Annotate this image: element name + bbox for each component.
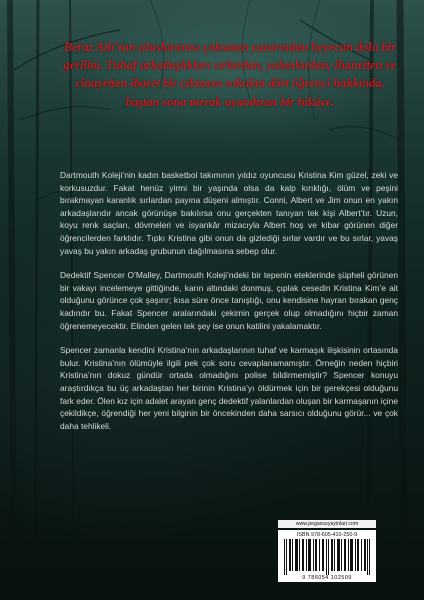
synopsis bbox=[60, 169, 398, 444]
barcode-digits: 9 786054 102509 bbox=[302, 575, 352, 581]
synopsis-paragraph-1: Dartmouth Koleji’nin kadın basketbol takımının yıldız oyuncusu Kristina Kim güzel, zeki ve korkusuzdur. Fakat henüz yirmi bir yaşında olsa da kalp kırıklığı, ölüm ve peşini bırakmayan karanlık sırlardan payına düşeni almıştır. Conni, Albert ve Jim onun en yakın arkadaşlarıdır ancak görünüşe bakılırsa onu gerçekten tanıyan tek kişi Albert’tır. Uzun, koyu renk saçları, dövmeleri ve isyankâr mizacıyla Albert hoş ve kibar görünen diğer öğrencilerden farklıdır. Tıpkı Kristina gibi onun da gizlediği sırlar vardır ve bu sırlar, yavaş yavaş bu yakın arkadaş grubunun dağılmasına sebep olur. bbox=[60, 170, 398, 256]
isbn-barcode-panel bbox=[278, 530, 376, 582]
isbn-number: ISBN 978-605-410-250-9 bbox=[296, 532, 358, 538]
barcode-icon bbox=[284, 539, 370, 575]
synopsis-paragraph-2: Dedektif Spencer O’Malley, Dartmouth Koleji’ndeki bir tepenin eteklerinde şüpheli görünen bir vakayı incelemeye gittiğinde, karın altındaki donmuş, çıplak cesedin Kristina Kim’e ait olduğunu görünce çok şaşırır; kısa süre önce tanıştığı, onu kendisine hayran bırakan genç kadındır bu. Fakat Spencer aralarındaki çekimin gerçek olup olmadığını hiçbir zaman öğrenemeyecektir. Elinden gelen tek şey ise onun katilini yakalamaktır. bbox=[60, 270, 398, 331]
publisher-website[interactable]: www.pegasusyayinlari.com bbox=[278, 520, 376, 528]
cover-blurb: Beraz Atlı’nın uluslararası çoksatan yazarından heyecan dolu bir gerilim. Tuhaf arkadaşlıkları sırlardan, yalanlardan, ihanetten ve cinayetten ibaret bir çıkmaza sokulan dört öğrenci hakkında, baştan sona merak uyandıran bir hikâye. bbox=[63, 40, 397, 109]
synopsis-paragraph-3: Spencer zamanla kendini Kristina’nın arkadaşlarının tuhaf ve karmaşık ilişkisinin ortasında bulur. Kristina’nın ölümüyle ilgili pek çok soru cevaplanamamıştır. Örneğin neden hiçbiri Kristina’nın dokuz gündür ortada olmadığını polise bildirmemiştir? Spencer konuyu araştırdıkça bu üç arkadaştan her birinin Kristina’yı öldürmek için bir gerekçesi olduğunu fark eder. Ölen kız için adalet arayan genç dedektif yalanlardan oluşan bir karmaşanın içine çekildikçe, öğrendiği her yeni bilginin bir öncekinden daha sarsıcı olduğunu görür... ve çok daha tehlikeli. bbox=[60, 345, 398, 431]
